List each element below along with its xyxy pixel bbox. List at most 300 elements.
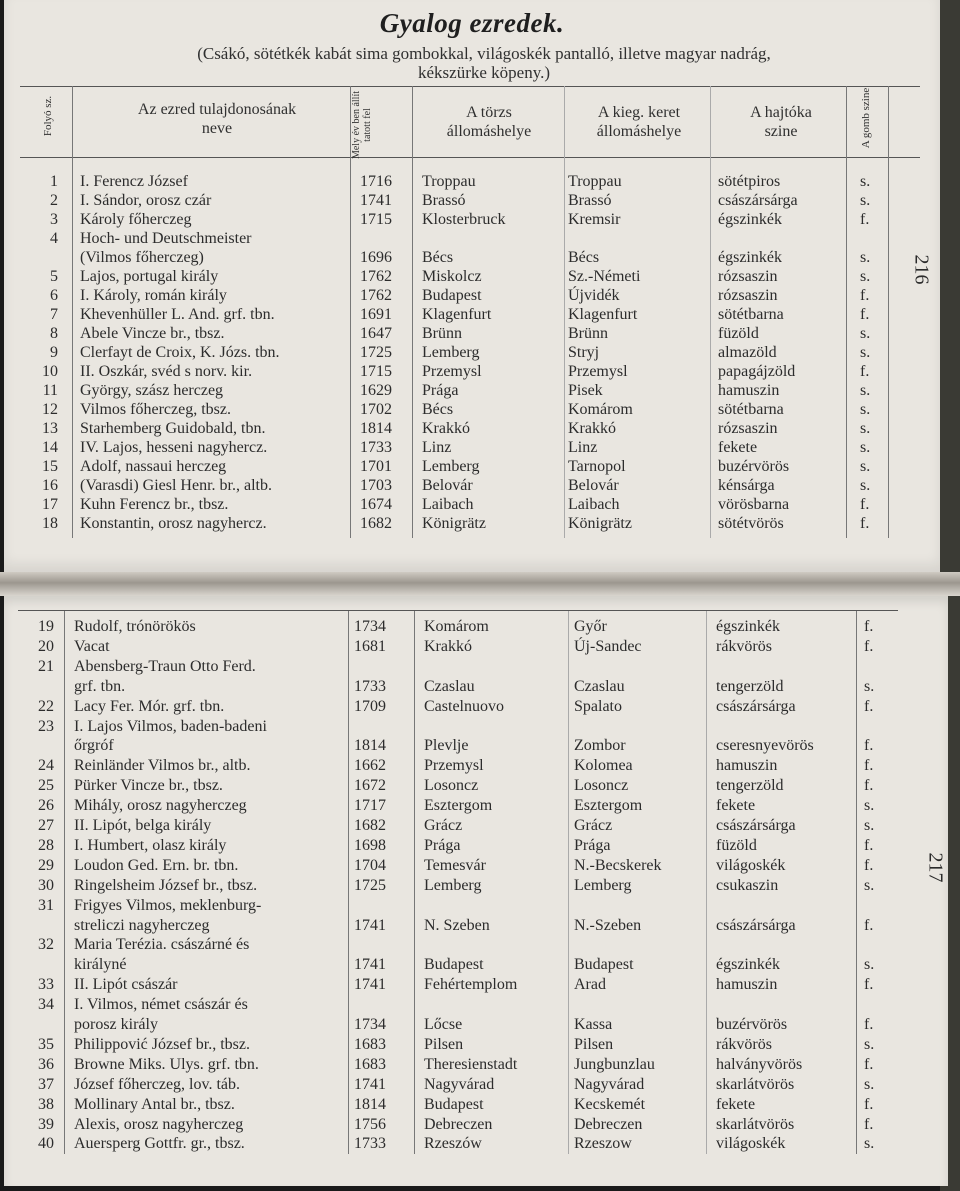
cell-number: 28	[38, 836, 54, 854]
cell-facing-color: tengerzöld	[716, 777, 784, 795]
cell-hq: Klagenfurt	[422, 306, 492, 323]
header-col-owner-line-1: Az ezred tulajdonosának	[137, 101, 297, 118]
header-col-facing	[716, 103, 846, 141]
cell-owner-name: Pürker Vincze br., tbsz.	[74, 777, 223, 795]
header-col-button: A gomb szine	[860, 87, 872, 149]
cell-reserve: Esztergom	[574, 797, 643, 815]
cell-number: 18	[42, 515, 58, 532]
cell-number: 16	[42, 477, 58, 494]
cell-year: 1762	[360, 287, 392, 304]
cell-number: 38	[38, 1095, 54, 1113]
cell-facing-color: buzérvörös	[716, 1016, 788, 1033]
page-gutter	[0, 572, 960, 596]
cell-reserve: Belovár	[568, 477, 619, 494]
cell-button-color: s.	[864, 817, 875, 834]
cell-facing-color: csukaszin	[716, 876, 779, 894]
table-row	[4, 955, 904, 974]
cell-number: 17	[42, 496, 58, 513]
cell-reserve: Jungbunzlau	[574, 1055, 655, 1073]
cell-facing-color: rózsaszin	[718, 268, 778, 285]
cell-owner-name: (Vilmos főherczeg)	[80, 249, 204, 266]
cell-facing-color: sötétpiros	[718, 173, 781, 190]
cell-reserve: Stryj	[568, 344, 600, 361]
table-row	[4, 617, 904, 636]
cell-reserve: Czaslau	[574, 677, 625, 695]
cell-owner-name: I. Sándor, orosz czár	[80, 192, 212, 209]
cell-number: 8	[50, 325, 58, 342]
cell-hq: Linz	[422, 439, 452, 456]
cell-owner-name: Lajos, portugal király	[80, 268, 219, 285]
header-col-reserve-line-1: A kieg. keret	[597, 104, 681, 121]
cell-year: 1741	[354, 956, 386, 974]
cell-facing-color: papagájzöld	[718, 363, 796, 380]
page-title: Gyalog ezredek.	[379, 8, 565, 38]
cell-year: 1756	[354, 1115, 386, 1133]
cell-owner-name: Alexis, orosz nagyherczeg	[74, 1115, 244, 1133]
cell-owner-name: Vacat	[74, 637, 110, 655]
cell-year: 1698	[354, 836, 386, 854]
table-row	[4, 210, 904, 229]
cell-number: 35	[38, 1035, 54, 1053]
cell-button-color: s.	[860, 401, 871, 418]
cell-button-color: s.	[864, 1035, 875, 1053]
cell-reserve: Nagyvárad	[574, 1075, 645, 1093]
cell-hq: Laibach	[422, 496, 474, 513]
cell-year: 1681	[354, 637, 386, 655]
cell-reserve: Rzeszow	[574, 1135, 632, 1153]
cell-owner-name: Reinländer Vilmos br., altb.	[74, 757, 251, 775]
cell-button-color: f.	[864, 836, 874, 854]
table-row	[4, 362, 904, 381]
cell-facing-color: hamuszin	[716, 976, 778, 994]
cell-facing-color: császársárga	[716, 697, 796, 715]
cell-owner-name: II. Lipót, belga király	[74, 817, 212, 834]
cell-reserve: Prága	[574, 836, 611, 854]
cell-year: 1682	[360, 515, 392, 532]
cell-button-color: s.	[864, 677, 875, 695]
cell-reserve: Brünn	[568, 325, 608, 342]
cell-button-color: f.	[864, 856, 874, 874]
cell-year: 1701	[360, 458, 392, 475]
cell-reserve: Zombor	[574, 737, 626, 755]
cell-facing-color: hamuszin	[716, 757, 778, 775]
table-row	[4, 400, 904, 419]
cell-owner-name: Maria Terézia. császárné és	[74, 936, 250, 954]
cell-owner-name: György, szász herczeg	[80, 382, 224, 399]
cell-facing-color: égszinkék	[718, 211, 782, 228]
table-row	[4, 1055, 904, 1074]
cell-reserve: Győr	[574, 618, 607, 635]
cell-reserve: Krakkó	[568, 420, 616, 437]
cell-reserve: Tarnopol	[568, 458, 626, 475]
cell-hq: Brünn	[422, 325, 462, 342]
cell-year: 1704	[354, 856, 386, 874]
cell-button-color: s.	[864, 1075, 875, 1093]
cell-reserve: Kecskemét	[574, 1095, 646, 1113]
table-row	[4, 637, 904, 656]
cell-owner-name: királyné	[74, 956, 127, 974]
cell-year: 1725	[354, 876, 386, 894]
cell-year: 1741	[354, 976, 386, 994]
cell-button-color: f.	[860, 211, 870, 228]
header-col-hq-line-2: állomáshelye	[446, 123, 532, 140]
table-row	[4, 816, 904, 835]
cell-number: 20	[38, 637, 54, 655]
cell-reserve: Kremsir	[568, 211, 621, 228]
table-row	[4, 836, 904, 855]
cell-owner-name: I. Károly, román király	[80, 287, 227, 304]
cell-facing-color: hamuszin	[718, 382, 780, 399]
cell-owner-name: grf. tbn.	[74, 677, 126, 695]
cell-button-color: f.	[864, 1095, 874, 1113]
cell-hq: Temesvár	[424, 856, 486, 874]
cell-facing-color: fekete	[716, 1095, 756, 1113]
cell-number: 32	[38, 936, 54, 954]
header-col-no: Folyó sz.	[42, 95, 54, 137]
cell-hq: Bécs	[422, 401, 454, 418]
cell-year: 1672	[354, 777, 386, 795]
table-row	[4, 1115, 904, 1134]
page-216	[4, 0, 940, 572]
cell-year: 1629	[360, 382, 392, 399]
cell-facing-color: rózsaszin	[718, 420, 778, 437]
cell-owner-name: I. Vilmos, német császár és	[74, 996, 248, 1014]
cell-facing-color: császársárga	[716, 817, 796, 834]
subtitle-line-2: kékszürke köpeny.)	[417, 63, 550, 82]
cell-button-color: f.	[864, 637, 874, 655]
cell-year: 1741	[354, 916, 386, 934]
table-row	[4, 229, 904, 248]
cell-year: 1683	[354, 1055, 386, 1073]
cell-reserve: Pilsen	[574, 1035, 614, 1053]
cell-owner-name: II. Lipót császár	[74, 976, 178, 994]
cell-facing-color: császársárga	[716, 916, 796, 934]
cell-reserve: Bécs	[568, 249, 600, 266]
header-col-reserve	[564, 103, 714, 141]
cell-facing-color: rózsaszin	[718, 287, 778, 304]
cell-facing-color: skarlátvörös	[716, 1075, 795, 1093]
cell-button-color: s.	[860, 249, 871, 266]
cell-hq: Przemysl	[422, 363, 482, 380]
table-row	[4, 876, 904, 895]
cell-reserve: Laibach	[568, 496, 620, 513]
cell-owner-name: I. Humbert, olasz király	[74, 836, 227, 854]
cell-owner-name: Frigyes Vilmos, meklenburg-	[74, 896, 262, 914]
cell-number: 21	[38, 657, 54, 675]
table-row	[4, 1095, 904, 1114]
cell-facing-color: sötétbarna	[718, 401, 784, 418]
cell-button-color: f.	[864, 618, 874, 635]
header-col-year: Mely év ben állít tatott fel	[351, 90, 373, 160]
cell-reserve: Sz.-Németi	[568, 268, 641, 285]
cell-year: 1814	[354, 737, 386, 755]
cell-reserve: Budapest	[574, 956, 634, 974]
cell-year: 1674	[360, 496, 392, 513]
cell-number: 1	[50, 173, 58, 190]
cell-year: 1741	[354, 1075, 386, 1093]
cell-owner-name: Károly főherczeg	[80, 211, 192, 228]
cell-reserve: Kassa	[574, 1016, 613, 1033]
cell-facing-color: rákvörös	[716, 1035, 772, 1053]
cell-hq: Esztergom	[424, 797, 493, 815]
table-row	[4, 975, 904, 994]
table-row	[4, 305, 904, 324]
cell-number: 29	[38, 856, 54, 874]
cell-facing-color: skarlátvörös	[716, 1115, 795, 1133]
cell-owner-name: I. Ferencz József	[80, 173, 188, 190]
cell-hq: Königrätz	[422, 515, 486, 532]
cell-button-color: s.	[860, 173, 871, 190]
cell-hq: Lőcse	[424, 1016, 463, 1033]
cell-reserve: Lemberg	[574, 876, 632, 894]
cell-number: 12	[42, 401, 58, 418]
subtitle-line-1: (Csákó, sötétkék kabát sima gombokkal, világoskék pantalló, illetve magyar nadrág,	[197, 44, 771, 63]
cell-reserve: Új-Sandec	[574, 637, 642, 655]
cell-facing-color: cseresnyevörös	[716, 737, 814, 755]
header-bottom-rule	[20, 157, 920, 158]
header-col-facing-line-2: szine	[764, 123, 798, 140]
cell-facing-color: vörösbarna	[718, 496, 790, 513]
cell-number: 39	[38, 1115, 54, 1133]
cell-reserve: Troppau	[568, 173, 622, 190]
table-row	[4, 796, 904, 815]
header-col-hq	[416, 103, 562, 141]
cell-hq: Castelnuovo	[424, 697, 504, 715]
cell-reserve: N.-Szeben	[574, 916, 642, 934]
cell-hq: Grácz	[424, 817, 463, 834]
table-row	[4, 717, 904, 736]
table-row	[4, 1134, 904, 1153]
cell-button-color: f.	[860, 496, 870, 513]
cell-year: 1696	[360, 249, 392, 266]
table-row	[4, 476, 904, 495]
cell-year: 1733	[354, 677, 386, 695]
cell-button-color: f.	[860, 363, 870, 380]
cell-number: 3	[50, 211, 58, 228]
cell-owner-name: Khevenhüller L. And. grf. tbn.	[80, 306, 275, 323]
table-row	[4, 514, 904, 533]
cell-reserve: Klagenfurt	[568, 306, 638, 323]
cell-year: 1709	[354, 697, 386, 715]
cell-year: 1715	[360, 211, 392, 228]
cell-hq: Brassó	[422, 192, 466, 209]
table-row	[4, 935, 904, 954]
cell-hq: Lemberg	[422, 458, 480, 475]
table-row	[4, 995, 904, 1014]
cell-number: 14	[42, 439, 58, 456]
cell-facing-color: almazöld	[718, 344, 777, 361]
cell-owner-name: porosz király	[74, 1016, 158, 1033]
cell-owner-name: Vilmos főherczeg, tbsz.	[80, 401, 231, 418]
cell-owner-name: Mollinary Antal br., tbsz.	[74, 1095, 235, 1113]
cell-number: 24	[38, 757, 54, 775]
cell-owner-name: Auersperg Gottfr. gr., tbsz.	[74, 1135, 245, 1153]
cell-button-color: s.	[860, 477, 871, 494]
cell-hq: Rzeszów	[424, 1135, 482, 1153]
header-top-rule	[20, 86, 920, 87]
cell-button-color: f.	[860, 515, 870, 532]
cell-year: 1734	[354, 1016, 386, 1033]
table-row	[4, 438, 904, 457]
table-row	[4, 381, 904, 400]
header-col-owner	[82, 100, 352, 138]
cell-number: 15	[42, 458, 58, 475]
cell-facing-color: fekete	[718, 439, 758, 456]
cell-owner-name: Konstantin, orosz nagyhercz.	[80, 515, 267, 532]
cell-owner-name: Lacy Fer. Mór. grf. tbn.	[74, 697, 225, 715]
cell-button-color: s.	[864, 797, 875, 815]
table-row	[4, 172, 904, 191]
cell-year: 1734	[354, 618, 386, 635]
cell-reserve: Spalato	[574, 697, 622, 715]
table-top-rule	[18, 610, 898, 611]
cell-year: 1762	[360, 268, 392, 285]
cell-hq: Krakkó	[424, 637, 472, 655]
cell-facing-color: füzöld	[716, 836, 757, 854]
cell-button-color: s.	[860, 268, 871, 285]
cell-year: 1733	[354, 1135, 386, 1153]
cell-button-color: s.	[860, 420, 871, 437]
table-row	[4, 776, 904, 795]
cell-reserve: Przemysl	[568, 363, 628, 380]
cell-owner-name: Clerfayt de Croix, K. Józs. tbn.	[80, 344, 280, 361]
cell-owner-name: Starhemberg Guidobald, tbn.	[80, 420, 266, 437]
table-row	[4, 756, 904, 775]
cell-number: 5	[50, 268, 58, 285]
cell-hq: Budapest	[424, 1095, 484, 1113]
cell-number: 30	[38, 876, 54, 894]
cell-owner-name: Abensberg-Traun Otto Ferd.	[74, 657, 256, 675]
cell-hq: Komárom	[424, 618, 489, 635]
table-row	[4, 657, 904, 676]
cell-reserve: Újvidék	[568, 287, 620, 304]
header-col-owner-line-2: neve	[201, 120, 233, 137]
cell-reserve: Brassó	[568, 192, 612, 209]
cell-reserve: Komárom	[568, 401, 633, 418]
cell-hq: Lemberg	[424, 876, 482, 894]
cell-facing-color: fekete	[716, 797, 756, 815]
cell-reserve: Pisek	[568, 382, 603, 399]
cell-year: 1682	[354, 817, 386, 834]
cell-hq: Budapest	[424, 956, 484, 974]
cell-reserve: Kolomea	[574, 757, 633, 775]
header-col-facing-line-1: A hajtóka	[750, 104, 812, 121]
table-row	[4, 267, 904, 286]
table-row	[4, 343, 904, 362]
header-col-reserve-line-2: állomáshelye	[596, 123, 682, 140]
table-row	[4, 286, 904, 305]
cell-facing-color: tengerzöld	[716, 677, 784, 695]
table-row	[4, 419, 904, 438]
cell-button-color: s.	[860, 344, 871, 361]
cell-facing-color: kénsárga	[718, 477, 775, 494]
cell-number: 33	[38, 976, 54, 994]
cell-hq: Krakkó	[422, 420, 470, 437]
cell-owner-name: (Varasdi) Giesl Henr. br., altb.	[80, 477, 272, 494]
cell-button-color: f.	[860, 306, 870, 323]
cell-reserve: Linz	[568, 439, 598, 456]
cell-number: 11	[42, 382, 58, 399]
cell-hq: Debreczen	[424, 1115, 493, 1133]
cell-year: 1703	[360, 477, 392, 494]
cell-owner-name: őrgróf	[74, 737, 114, 755]
cell-hq: Czaslau	[424, 677, 475, 695]
page-subtitle	[54, 44, 914, 82]
cell-year: 1647	[360, 325, 392, 342]
cell-facing-color: füzöld	[718, 325, 759, 342]
cell-button-color: f.	[864, 1016, 874, 1033]
cell-hq: Klosterbruck	[422, 211, 506, 228]
cell-hq: Przemysl	[424, 757, 484, 775]
table-row	[4, 324, 904, 343]
cell-facing-color: égszinkék	[716, 618, 780, 635]
table-row	[4, 457, 904, 476]
cell-number: 13	[42, 420, 58, 437]
table-row	[4, 916, 904, 935]
table-row	[4, 896, 904, 915]
cell-owner-name: Rudolf, trónörökös	[74, 618, 196, 635]
cell-year: 1683	[354, 1035, 386, 1053]
cell-reserve: Grácz	[574, 817, 613, 834]
cell-button-color: s.	[860, 458, 871, 475]
cell-button-color: f.	[860, 287, 870, 304]
cell-year: 1691	[360, 306, 392, 323]
cell-facing-color: égszinkék	[718, 249, 782, 266]
table-row	[4, 1035, 904, 1054]
cell-owner-name: Loudon Ged. Ern. br. tbn.	[74, 856, 239, 874]
cell-number: 2	[50, 192, 58, 209]
cell-button-color: s.	[864, 876, 875, 894]
cell-facing-color: császársárga	[718, 192, 798, 209]
cell-button-color: s.	[860, 192, 871, 209]
table-row	[4, 1015, 904, 1034]
cell-owner-name: Philippović József br., tbsz.	[74, 1035, 250, 1053]
cell-button-color: s.	[860, 382, 871, 399]
cell-reserve: Debreczen	[574, 1115, 643, 1133]
cell-number: 26	[38, 797, 54, 815]
page-number-217: 217	[924, 852, 947, 883]
table-row	[4, 495, 904, 514]
cell-number: 23	[38, 717, 54, 735]
cell-number: 19	[38, 618, 54, 635]
cell-facing-color: égszinkék	[716, 956, 780, 974]
cell-owner-name: Kuhn Ferencz br., tbsz.	[80, 496, 229, 513]
cell-owner-name: IV. Lajos, hesseni nagyhercz.	[80, 439, 268, 456]
cell-year: 1814	[360, 420, 392, 437]
cell-facing-color: halványvörös	[716, 1055, 803, 1073]
cell-owner-name: Browne Miks. Ulys. grf. tbn.	[74, 1055, 259, 1073]
cell-button-color: f.	[864, 757, 874, 775]
cell-number: 10	[42, 363, 58, 380]
cell-button-color: s.	[860, 439, 871, 456]
cell-button-color: s.	[860, 325, 871, 342]
cell-hq: Budapest	[422, 287, 482, 304]
cell-hq: Prága	[422, 382, 459, 399]
cell-owner-name: II. Oszkár, svéd s norv. kir.	[80, 363, 253, 380]
cell-number: 37	[38, 1075, 54, 1093]
cell-facing-color: buzérvörös	[718, 458, 790, 475]
cell-owner-name: József főherczeg, lov. táb.	[74, 1075, 240, 1093]
cell-owner-name: Ringelsheim József br., tbsz.	[74, 876, 258, 894]
table-row	[4, 856, 904, 875]
cell-button-color: f.	[864, 916, 874, 934]
cell-number: 6	[50, 287, 58, 304]
header-col-hq-line-1: A törzs	[466, 104, 512, 121]
cell-button-color: f.	[864, 976, 874, 994]
cell-reserve: Königrätz	[568, 515, 632, 532]
cell-year: 1715	[360, 363, 392, 380]
table-row	[4, 736, 904, 755]
